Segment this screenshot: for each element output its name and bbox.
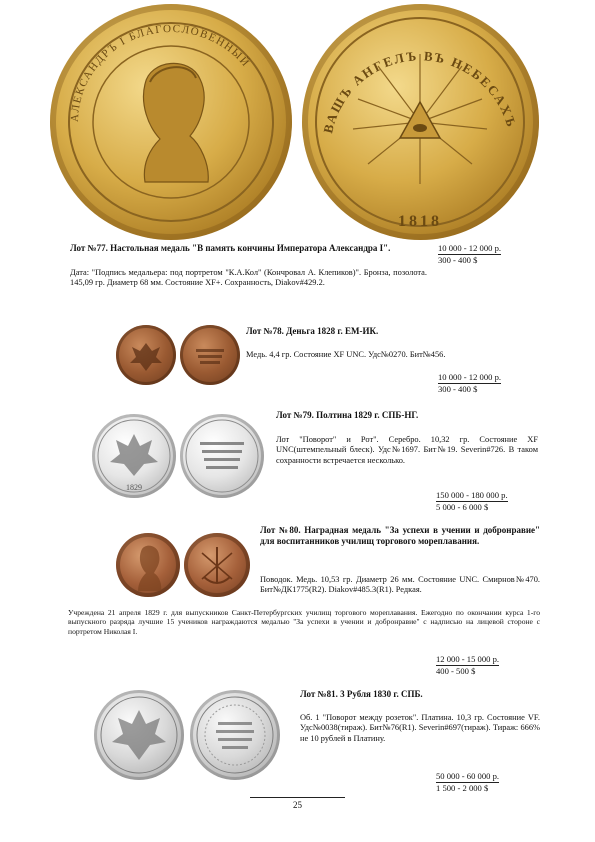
footer-rule <box>250 797 345 798</box>
lot-79-obverse-coin <box>92 414 176 498</box>
lot-77-price <box>438 243 538 265</box>
denomination-icon <box>180 325 240 385</box>
double-eagle-icon <box>116 325 176 385</box>
lot-81-obverse-coin <box>94 690 184 780</box>
lot-79-price-usd: 5 000 - 6 000 $ <box>436 501 489 512</box>
lot-79-price <box>436 490 541 512</box>
lot-77-obverse-legend: АЛЕКСАНДРЪ I БЛАГОСЛОВЕННЫЙ <box>68 22 253 123</box>
lot-78-price-rub: 10 000 - 12 000 р. <box>438 372 502 382</box>
lot-78-title: Лот №78. Деньга 1828 г. ЕМ-ИК. <box>246 326 379 336</box>
lot-77-title: Лот №77. Настольная медаль "В память кончины Императора Александра I". <box>70 243 391 253</box>
lot-77-description: Дата: "Подпись медальера: под портретом "К.А.Кол" (Кончровал А. Клепиков)". Бронза, позолота. 145,09 гр. Диаметр 68 мм. Состояние XF+. Сохранность, Diakov#429.2. <box>70 268 427 288</box>
page-number: 25 <box>293 800 302 810</box>
lot-80-reverse-medal <box>184 533 250 597</box>
denomination-icon <box>180 414 264 498</box>
anchor-trophy-icon <box>184 533 250 597</box>
lot-80-price-usd: 400 - 500 $ <box>436 665 476 676</box>
lot-80-description: Поводок. Медь. 10,53 гр. Диаметр 26 мм. Состояние UNC. Смирнов№470. Бит№ДК1775(R2). Diakov#485.3(R1). Редкая. <box>260 575 540 595</box>
lot-79-coin-year: 1829 <box>126 483 142 492</box>
double-eagle-icon <box>92 414 176 498</box>
lot-77-price-rub: 10 000 - 12 000 р. <box>438 243 502 253</box>
lot-80-obverse-medal <box>116 533 180 597</box>
lot-79-title: Лот №79. Полтина 1829 г. СПБ-НГ. <box>276 410 419 420</box>
lot-77-reverse-year: 1818 <box>398 213 442 230</box>
lot-78-reverse-coin <box>180 325 240 385</box>
lot-81-price-rub: 50 000 - 60 000 р. <box>436 771 500 781</box>
lot-81-price-usd: 1 500 - 2 000 $ <box>436 782 489 793</box>
portrait-icon <box>116 533 180 597</box>
medal-portrait-icon <box>50 4 292 240</box>
lot-81-price <box>436 771 536 793</box>
lot-80-note: Учреждена 21 апреля 1829 г. для выпускников Санкт-Петербургских училищ торгового мореплавания. Ежегодно по окончании курса 1-го выпускного разряда лучшие 15 учеников награждаются медалью "За успехи в учении и добронравие" с надписью на лицевой стороне с портретом Николая I. <box>68 608 540 636</box>
all-seeing-eye-icon <box>302 4 539 240</box>
lot-78-obverse-coin <box>116 325 176 385</box>
denomination-icon <box>190 690 280 780</box>
lot-79-price-rub: 150 000 - 180 000 р. <box>436 490 508 500</box>
lot-77-price-usd: 300 - 400 $ <box>438 254 478 265</box>
lot-81-description: Об. 1 "Поворот между розеток". Платина. 10,3 гр. Состояние VF. Удс№0038(тираж). Бит№76(R1). Severin#697(тираж). Тираж: 666% не 10 рублей в Платину. <box>300 713 540 743</box>
lot-78-description: Медь. 4,4 гр. Состояние XF UNC. Удс№0270. Бит№456. <box>246 350 446 359</box>
lot-80-title: Лот №80. Наградная медаль "За успехи в учении и добронравие" для воспитанников училищ торгового мореплавания. <box>260 525 540 546</box>
lot-77-obverse-medal <box>50 4 292 240</box>
lot-81-reverse-coin <box>190 690 280 780</box>
lot-77-reverse-legend: ВАШЪ АНГЕЛЪ ВЪ НЕБЕСАХЪ <box>320 48 520 135</box>
lot-79-reverse-coin <box>180 414 264 498</box>
double-eagle-icon <box>94 690 184 780</box>
lot-77-reverse-medal <box>302 4 539 240</box>
lot-80-price-rub: 12 000 - 15 000 р. <box>436 654 500 664</box>
lot-79-description: Лот "Поворот" и Рот". Серебро. 10,32 гр. Состояние XF UNC(штемпельный блеск). Удс№1697. Бит№19. Severin#726. В таком сохранности встречается несколько. <box>276 435 538 465</box>
lot-78-price-usd: 300 - 400 $ <box>438 383 478 394</box>
lot-81-title: Лот №81. 3 Рубля 1830 г. СПБ. <box>300 689 423 699</box>
lot-80-price <box>436 654 536 676</box>
lot-78-price <box>438 372 538 394</box>
